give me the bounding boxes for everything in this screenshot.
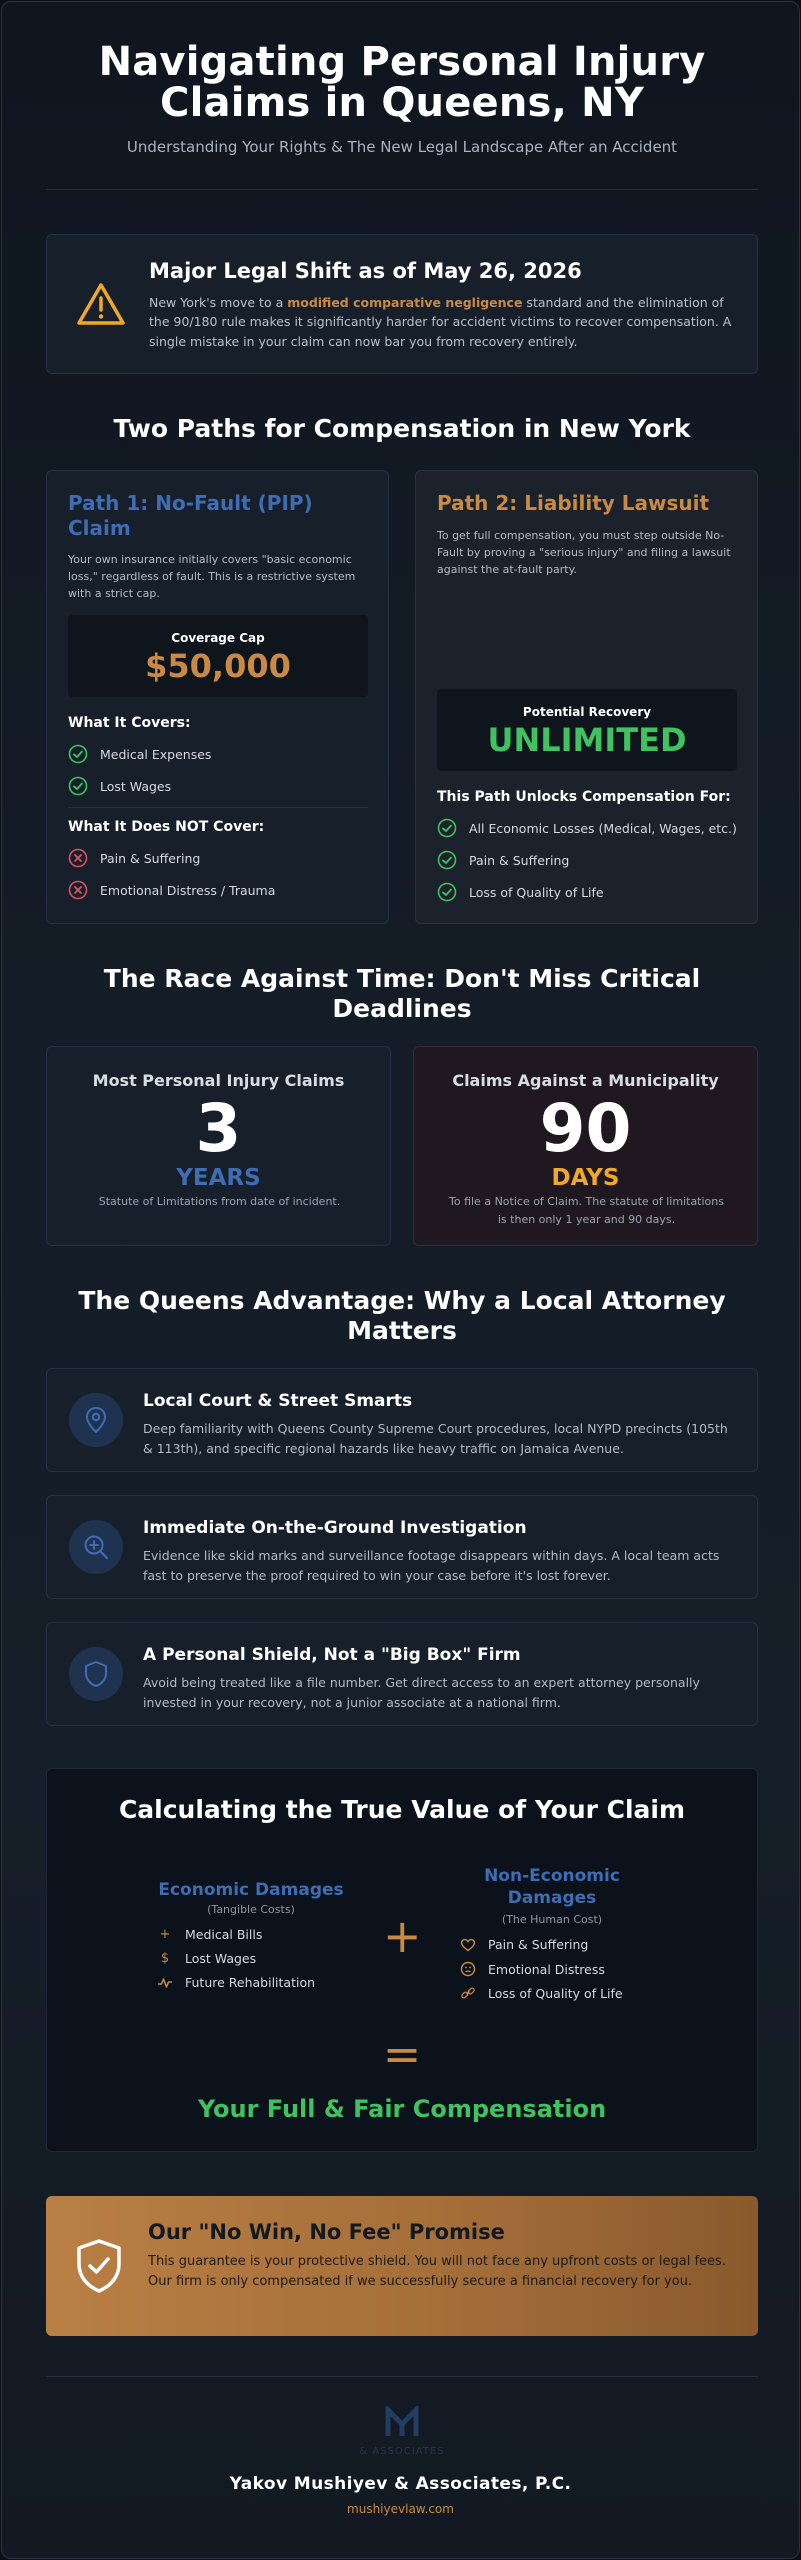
alert-title: Major Legal Shift as of May 26, 2026 [149, 259, 582, 283]
non-economic-heading: Non-Economic Damages [484, 1866, 620, 1909]
firm-website-link[interactable]: mushiyevlaw.com [347, 2502, 454, 2516]
deadlines-section-title: The Race Against Time: Don't Miss Critical Deadlines [103, 964, 701, 1023]
covers-item: Medical Expenses [68, 743, 211, 765]
advantage-text: Deep familiarity with Queens County Supreme Court procedures, local NYPD precincts (105th & 113th), and specific regional hazards like heavy traffic on Jamaica Avenue. [143, 1421, 728, 1456]
path1-title: Path 1: No-Fault (PIP) Claim [68, 491, 313, 540]
advantage-item-investigation [46, 1495, 758, 1599]
deadline-heading: Claims Against a Municipality [452, 1071, 719, 1090]
advantage-section-title: The Queens Advantage: Why a Local Attorney Matters [78, 1286, 726, 1345]
not-covers-item: Emotional Distress / Trauma [68, 879, 275, 901]
shield-icon [81, 1659, 111, 1689]
deadline-number: 90 [539, 1090, 632, 1167]
promise-text: This guarantee is your protective shield. You will not face any upfront costs or legal fees. Our firm is only compensated if we successfully secure a financial recovery for you. [148, 2254, 726, 2290]
link-icon [460, 1985, 476, 2001]
deadline-note: To file a Notice of Claim. The statute of limitations is then only 1 year and 90 days. [449, 1195, 724, 1226]
deadline-note: Statute of Limitations from date of incident. [98, 1195, 341, 1208]
unlocks-heading: This Path Unlocks Compensation For: [437, 789, 731, 805]
deadline-card-municipality [413, 1046, 758, 1246]
check-circle-icon [68, 744, 88, 764]
firm-logo-mark [382, 2406, 422, 2438]
not-covers-item: Pain & Suffering [68, 847, 200, 869]
page-title: Navigating Personal Injury Claims in Queens, NY [98, 39, 706, 127]
no-win-no-fee-banner [46, 2196, 758, 2336]
header-divider [46, 189, 758, 190]
pulse-icon [157, 1976, 173, 1990]
firm-name: Yakov Mushiyev & Associates, P.C. [229, 2474, 572, 2494]
coverage-cap-box [68, 615, 368, 697]
deadline-unit: YEARS [176, 1165, 261, 1191]
deadline-heading: Most Personal Injury Claims [92, 1071, 345, 1090]
path2-description: To get full compensation, you must step outside No-Fault by proving a "serious injury" and filing a lawsuit against the at-fault party. [437, 529, 731, 577]
firm-logo [342, 2406, 462, 2464]
potential-recovery-value: UNLIMITED [487, 721, 687, 759]
potential-recovery-box [437, 689, 737, 771]
check-circle-icon [437, 818, 457, 838]
potential-recovery-label: Potential Recovery [522, 705, 652, 719]
promise-title: Our "No Win, No Fee" Promise [148, 2220, 505, 2244]
advantage-text: Avoid being treated like a file number. Get direct access to an expert attorney personally invested in your recovery, not a junior associate at a national firm. [143, 1675, 700, 1710]
warning-triangle-icon [75, 279, 127, 331]
page-frame [1, 1, 800, 2559]
advantage-item-personal [46, 1622, 758, 1726]
path1-divider [68, 807, 368, 808]
calc-result: Your Full & Fair Compensation [197, 2095, 607, 2123]
check-circle-icon [437, 882, 457, 902]
heart-icon [460, 1938, 476, 1952]
unlocks-item: Loss of Quality of Life [437, 881, 604, 903]
advantage-text: Evidence like skid marks and surveillance footage disappears within days. A local team acts fast to preserve the proof required to win your case before it's lost forever. [143, 1548, 720, 1583]
deadline-unit: DAYS [551, 1165, 620, 1191]
x-circle-icon [68, 848, 88, 868]
legal-shift-alert [46, 234, 758, 374]
magnifier-plus-icon [81, 1532, 111, 1562]
advantage-title: A Personal Shield, Not a "Big Box" Firm [143, 1645, 521, 1665]
unlocks-item: All Economic Losses (Medical, Wages, etc.) [437, 817, 737, 839]
check-circle-icon [437, 850, 457, 870]
economic-item: Future Rehabilitation [157, 1975, 315, 1990]
advantage-item-local [46, 1368, 758, 1472]
non-economic-item: Pain & Suffering [460, 1937, 588, 1952]
coverage-cap-value: $50,000 [145, 647, 291, 685]
map-pin-icon [81, 1405, 111, 1435]
path2-card [415, 470, 758, 924]
covers-item: Lost Wages [68, 775, 171, 797]
deadline-number: 3 [195, 1090, 242, 1167]
calc-title: Calculating the True Value of Your Claim [118, 1795, 686, 1824]
non-economic-item: Emotional Distress [460, 1961, 605, 1977]
advantage-icon-circle [69, 1520, 123, 1574]
path1-card [46, 470, 389, 924]
deadline-card-injury [46, 1046, 391, 1246]
check-circle-icon [68, 776, 88, 796]
economic-heading: Economic Damages [158, 1880, 344, 1900]
non-economic-item: Loss of Quality of Life [460, 1985, 623, 2001]
coverage-cap-label: Coverage Cap [171, 631, 265, 645]
plus-icon: + [159, 1927, 171, 1942]
paths-section-title: Two Paths for Compensation in New York [113, 414, 691, 443]
equals-sign: = [382, 2027, 422, 2081]
economic-item: $ Lost Wages [157, 1951, 256, 1966]
page-subtitle: Understanding Your Rights & The New Legal Landscape After an Accident [126, 138, 678, 156]
path1-description: Your own insurance initially covers "basic economic loss," regardless of fault. This is a restrictive system with a strict cap. [68, 553, 356, 601]
non-economic-sub: (The Human Cost) [501, 1913, 603, 1926]
advantage-title: Local Court & Street Smarts [143, 1391, 413, 1411]
logo-text: & ASSOCIATES [359, 2446, 445, 2457]
advantage-icon-circle [69, 1393, 123, 1447]
path2-title: Path 2: Liability Lawsuit [437, 491, 710, 515]
alert-highlight: modified comparative negligence [287, 295, 523, 310]
covers-heading: What It Covers: [68, 715, 191, 731]
x-circle-icon [68, 880, 88, 900]
economic-sub: (Tangible Costs) [207, 1903, 295, 1916]
sad-face-icon [460, 1961, 476, 1977]
shield-check-icon [74, 2238, 124, 2294]
claim-value-calculator [46, 1768, 758, 2152]
dollar-icon: $ [160, 1951, 170, 1966]
unlocks-item: Pain & Suffering [437, 849, 569, 871]
advantage-icon-circle [69, 1647, 123, 1701]
plus-sign: + [383, 1909, 422, 1963]
footer-divider [46, 2376, 758, 2377]
not-covers-heading: What It Does NOT Cover: [68, 819, 265, 835]
alert-text: New York's move to a modified comparative negligence standard and the elimination of the 90/180 rule makes it significantly harder for accident victims to recover compensation. A single mistake in your claim can now bar you from recovery entirely. [149, 295, 732, 349]
economic-item: + Medical Bills [157, 1927, 262, 1942]
advantage-title: Immediate On-the-Ground Investigation [143, 1518, 527, 1538]
